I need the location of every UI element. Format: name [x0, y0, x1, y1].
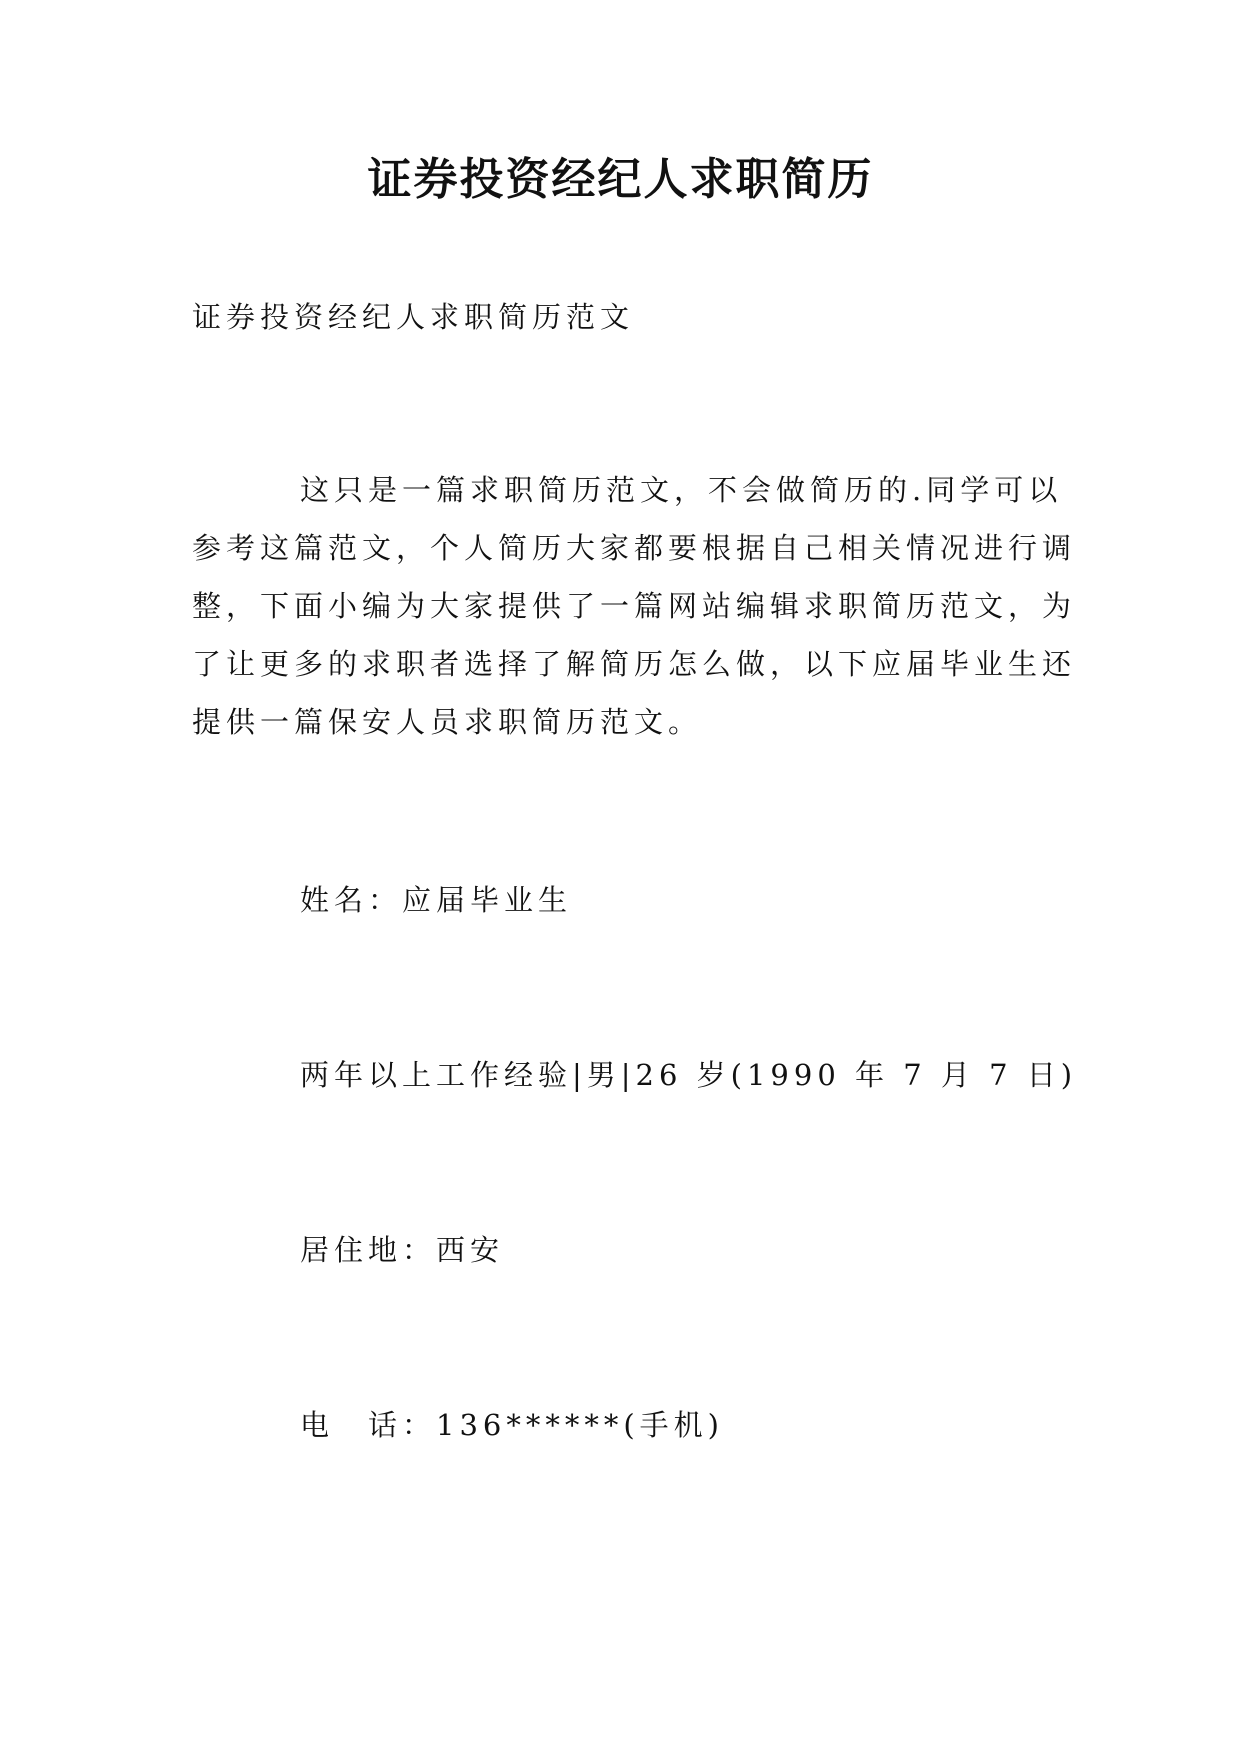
- intro-line: 整，下面小编为大家提供了一篇网站编辑求职简历范文，为: [192, 589, 1077, 623]
- intro-line: 了让更多的求职者选择了解简历怎么做，以下应届毕业生还: [192, 647, 1077, 681]
- intro-line: 参考这篇范文，个人简历大家都要根据自己相关情况进行调: [192, 531, 1077, 565]
- document-title: 证券投资经纪人求职简历: [367, 154, 874, 205]
- residence-field: 居住地：西安: [300, 1233, 505, 1267]
- intro-paragraph: [192, 470, 1077, 760]
- experience-summary: 两年以上工作经验|男|26 岁(1990 年 7 月 7 日): [300, 1058, 1078, 1092]
- name-field: 姓名：应届毕业生: [300, 883, 573, 917]
- phone-field: 电 话：136******(手机): [300, 1408, 724, 1442]
- intro-line: 这只是一篇求职简历范文，不会做简历的.同学可以: [300, 473, 1063, 507]
- intro-line: 提供一篇保安人员求职简历范文。: [192, 705, 703, 739]
- document-subtitle: 证券投资经纪人求职简历范文: [192, 300, 635, 334]
